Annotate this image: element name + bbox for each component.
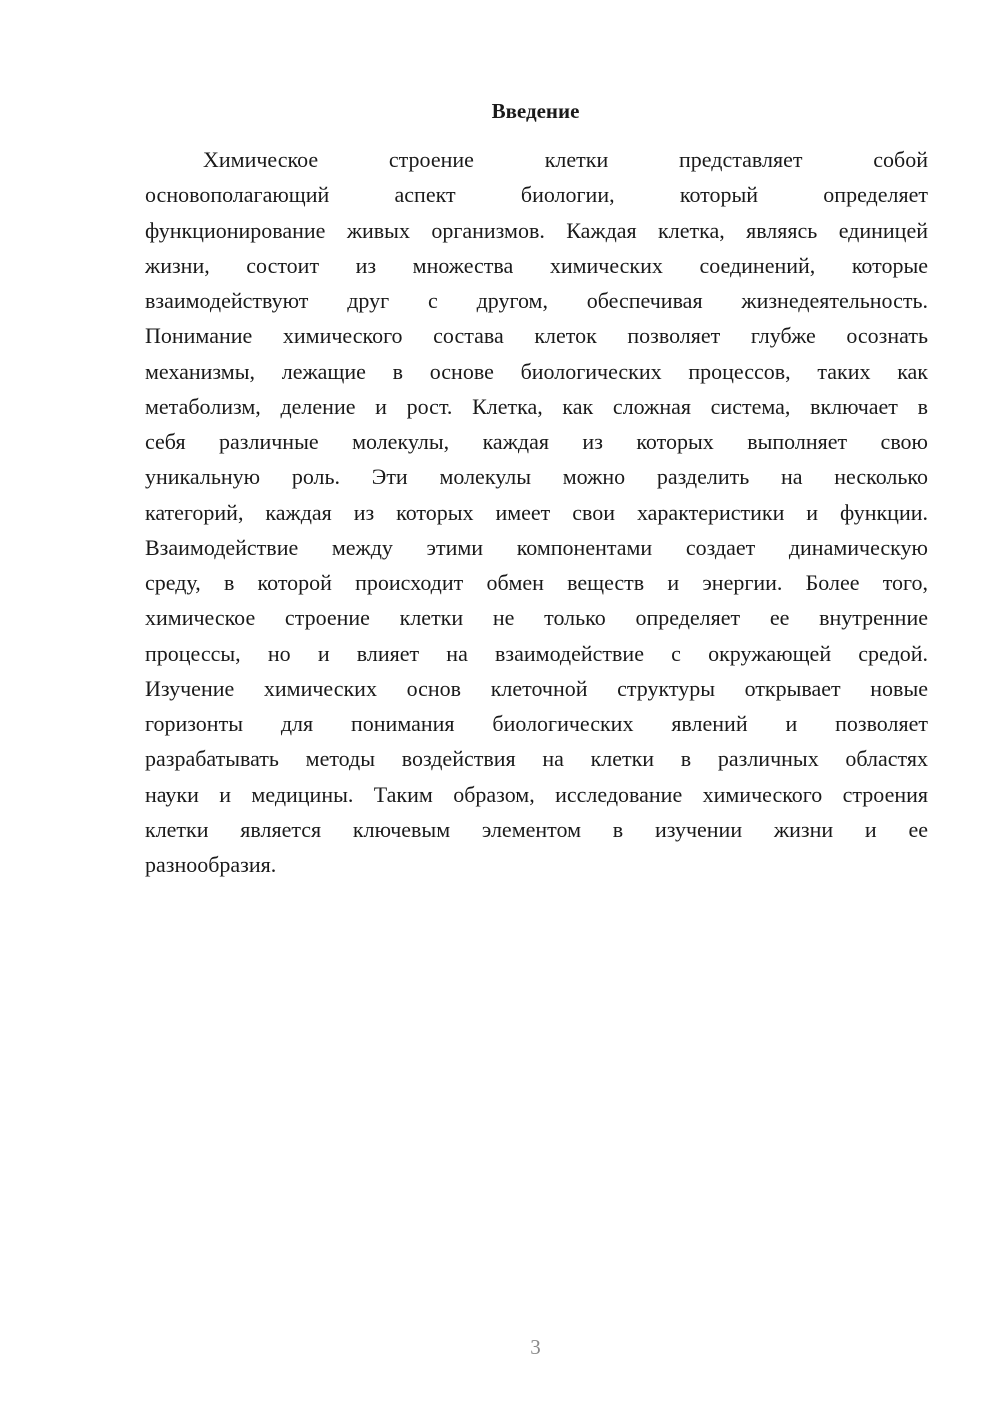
paragraph-line: категорий, каждая из которых имеет свои характеристики и функции.	[145, 499, 928, 525]
paragraph-line: метаболизм, деление и рост. Клетка, как сложная система, включает в	[145, 393, 928, 419]
paragraph-line: среду, в которой происходит обмен веществ и энергии. Более того,	[145, 570, 928, 595]
paragraph-line: уникальную роль. Эти молекулы можно разделить на несколько	[145, 464, 928, 490]
paragraph-line: взаимодействуют друг с другом, обеспечивая жизнедеятельность.	[145, 288, 928, 313]
paragraph-line: Взаимодействие между этими компонентами создает динамическую	[145, 534, 928, 560]
paragraph-line: функционирование живых организмов. Каждая клетка, являясь единицей	[145, 217, 928, 243]
paragraph-line: основополагающий аспект биологии, который определяет	[145, 182, 928, 208]
paragraph-line: Химическое строение клетки представляет собой	[203, 147, 928, 172]
introduction-paragraph	[145, 142, 928, 882]
paragraph-line: себя различные молекулы, каждая из которых выполняет свою	[145, 429, 928, 454]
paragraph-line: горизонты для понимания биологических явлений и позволяет	[145, 711, 928, 736]
paragraph-line: науки и медицины. Таким образом, исследование химического строения	[145, 781, 928, 807]
paragraph-line: Понимание химического состава клеток позволяет глубже осознать	[145, 323, 928, 349]
paragraph-line: разнообразия.	[145, 852, 277, 877]
paragraph-line: химическое строение клетки не только определяет ее внутренние	[145, 605, 928, 631]
paragraph-line: Изучение химических основ клеточной структуры открывает новые	[145, 675, 928, 701]
paragraph-line: разрабатывать методы воздействия на клетки в различных областях	[145, 746, 928, 772]
paragraph-line: жизни, состоит из множества химических соединений, которые	[145, 252, 928, 278]
paragraph-line: процессы, но и влияет на взаимодействие с окружающей средой.	[145, 640, 928, 666]
section-heading: Введение	[491, 99, 580, 123]
page-number: 3	[530, 1335, 541, 1359]
paragraph-line: механизмы, лежащие в основе биологических процессов, таких как	[145, 358, 928, 384]
paragraph-line: клетки является ключевым элементом в изучении жизни и ее	[145, 816, 928, 842]
